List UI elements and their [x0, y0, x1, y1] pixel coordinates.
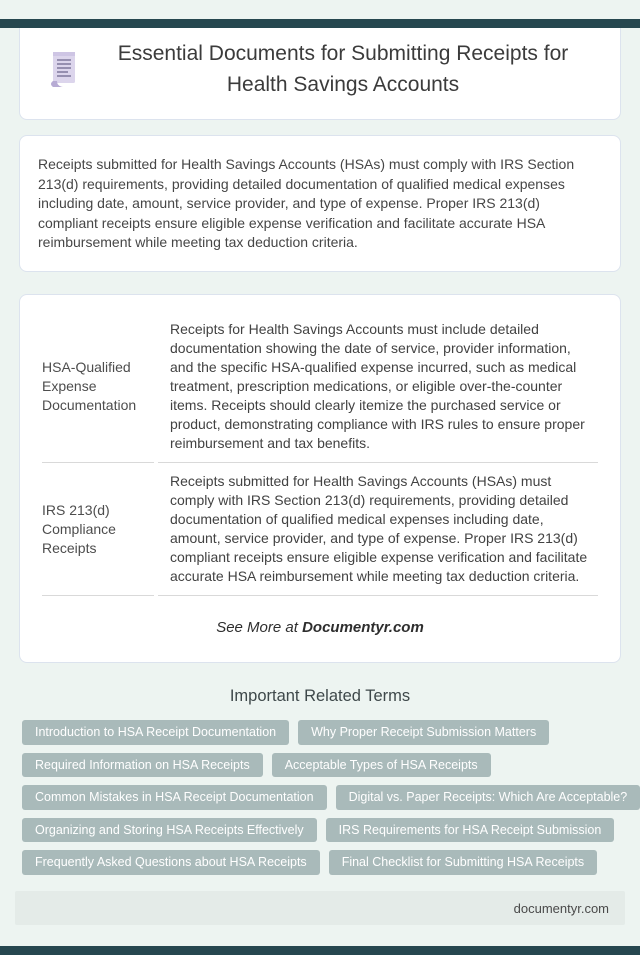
see-more-site-link[interactable]: Documentyr.com: [302, 619, 424, 637]
tag-row: [22, 753, 618, 778]
related-terms-tags: [22, 720, 628, 875]
related-term-tag[interactable]: Required Information on HSA Receipts: [22, 753, 263, 778]
tag-row: [22, 850, 618, 875]
terms-table: [38, 311, 602, 596]
related-term-tag[interactable]: Introduction to HSA Receipt Documentation: [22, 720, 289, 745]
description-cell: Receipts submitted for Health Savings Accounts (HSAs) must comply with IRS Section 213(d) requirements, providing detailed documentation of qualified medical expenses including date, amount, service provider, and type of expense. Proper IRS 213(d) compliant receipts ensure eligible expense verification and facilitate accurate HSA reimbursement while meeting tax deduction criteria.: [158, 463, 598, 596]
intro-paragraph: Receipts submitted for Health Savings Accounts (HSAs) must comply with IRS Section 213(d) requirements, providing detailed documentation of qualified medical expenses including date, amount, service provider, and type of expense. Proper IRS 213(d) compliant receipts ensure eligible expense verification and facilitate accurate HSA reimbursement while meeting tax deduction criteria.: [38, 156, 575, 251]
term-cell: HSA-Qualified Expense Documentation: [42, 311, 154, 463]
footer-bar: [15, 891, 625, 925]
related-term-tag[interactable]: IRS Requirements for HSA Receipt Submission: [326, 818, 615, 843]
related-term-tag[interactable]: Why Proper Receipt Submission Matters: [298, 720, 549, 745]
description-cell: Receipts for Health Savings Accounts must include detailed documentation showing the date of service, provider information, and the specific HSA-qualified expense incurred, such as medical treatment, prescription medications, or eligible over-the-counter items. Receipts should clearly itemize the purchased service or product, demonstrating compliance with IRS rules to ensure proper reimbursement and tax benefits.: [158, 311, 598, 463]
related-term-tag[interactable]: Digital vs. Paper Receipts: Which Are Acceptable?: [336, 785, 640, 810]
page-title: Essential Documents for Submitting Receipts for Health Savings Accounts: [117, 42, 569, 96]
see-more-line: [38, 619, 602, 636]
related-term-tag[interactable]: Organizing and Storing HSA Receipts Effectively: [22, 818, 317, 843]
tag-row: [22, 785, 628, 810]
tag-row: [22, 720, 618, 745]
term-cell: IRS 213(d) Compliance Receipts: [42, 463, 154, 596]
related-term-tag[interactable]: Frequently Asked Questions about HSA Receipts: [22, 850, 320, 875]
related-term-tag[interactable]: Final Checklist for Submitting HSA Receipts: [329, 850, 597, 875]
see-more-prefix: See More at: [216, 619, 303, 637]
related-term-tag[interactable]: Common Mistakes in HSA Receipt Documentation: [22, 785, 327, 810]
table-row: [42, 311, 598, 463]
related-term-tag[interactable]: Acceptable Types of HSA Receipts: [272, 753, 491, 778]
tag-row: [22, 818, 618, 843]
footer-site-link[interactable]: documentyr.com: [513, 900, 609, 916]
table-row: [42, 463, 598, 596]
terms-table-card: [19, 294, 621, 663]
title-card: [19, 19, 621, 120]
bottom-accent-bar: [0, 946, 640, 955]
receipt-icon: [48, 51, 79, 88]
top-accent-bar: [0, 19, 640, 28]
related-terms-heading: Important Related Terms: [229, 687, 411, 706]
intro-card: [19, 135, 621, 272]
